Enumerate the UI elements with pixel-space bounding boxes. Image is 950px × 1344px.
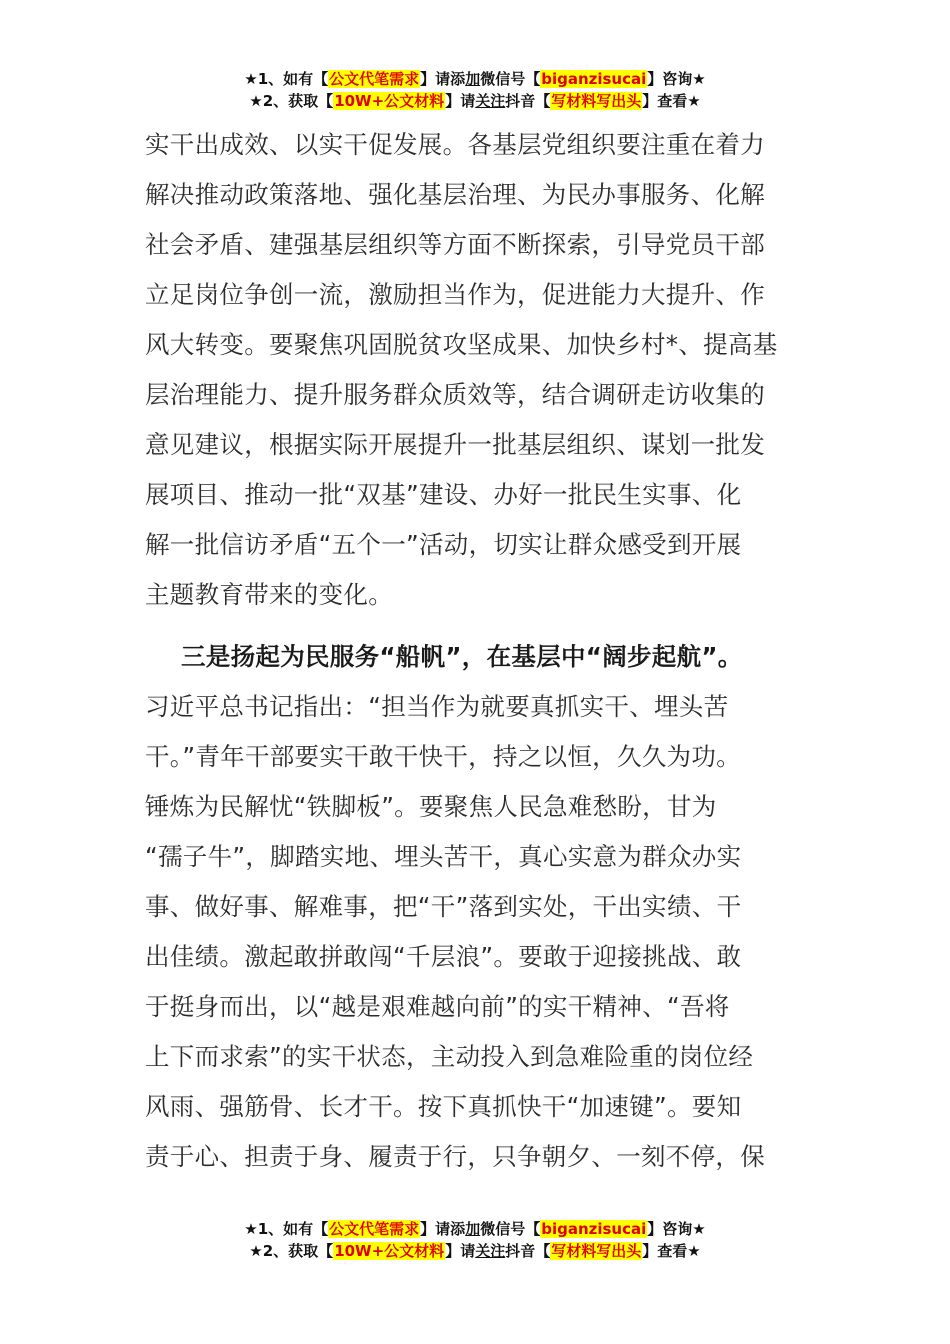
paragraph-1 bbox=[145, 120, 809, 620]
banner-line-1: ★1、如有【公文代笔需求】请添加微信号【biganzisucai】咨询★ bbox=[244, 1220, 706, 1238]
text-line: 锤炼为民解忧“铁脚板”。要聚焦人民急难愁盼，甘为 bbox=[145, 792, 717, 821]
text-line: “孺子牛”，脚踏实地、埋头苦干，真心实意为群众办实 bbox=[145, 842, 742, 871]
text-line: 解一批信访矛盾“五个一”活动，切实让群众感受到开展 bbox=[145, 530, 742, 559]
banner-line-1: ★1、如有【公文代笔需求】请添加微信号【biganzisucai】咨询★ bbox=[244, 70, 706, 88]
text-line: 干。”青年干部要实干敢干快干，持之以恒，久久为功。 bbox=[145, 742, 741, 771]
text-line: 事、做好事、解难事，把“干”落到实处，干出实绩、干 bbox=[145, 892, 742, 921]
header-banner bbox=[0, 68, 950, 112]
text-line: 实干出成效、以实干促发展。各基层党组织要注重在着力 bbox=[145, 130, 765, 159]
text-line: 于挺身而出，以“越是艰难越向前”的实干精神、“吾将 bbox=[145, 992, 730, 1021]
highlight-wechat-id: biganzisucai bbox=[541, 70, 647, 88]
text-line: 立足岗位争创一流，激励担当作为，促进能力大提升、作 bbox=[145, 280, 765, 309]
text-line: 上下而求索”的实干状态，主动投入到急难险重的岗位经 bbox=[145, 1042, 754, 1071]
highlight-douyin-account: 写材料写出头 bbox=[551, 92, 642, 110]
footer-banner bbox=[0, 1218, 950, 1262]
text-line: 风大转变。要聚焦巩固脱贫攻坚成果、加快乡村*、提高基 bbox=[145, 330, 778, 359]
banner-line-2: ★2、获取【10W+公文材料】请关注抖音【写材料写出头】查看★ bbox=[249, 1242, 701, 1260]
text-line: 习近平总书记指出：“担当作为就要真抓实干、埋头苦 bbox=[145, 692, 729, 721]
text-line: 出佳绩。激起敢拼敢闯“千层浪”。要敢于迎接挑战、敢 bbox=[145, 942, 742, 971]
paragraph-spacer bbox=[145, 620, 809, 632]
text-line: 层治理能力、提升服务群众质效等，结合调研走访收集的 bbox=[145, 380, 765, 409]
text-line: 解决推动政策落地、强化基层治理、为民办事服务、化解 bbox=[145, 180, 765, 209]
text-line: 展项目、推动一批“双基”建设、办好一批民生实事、化 bbox=[145, 480, 742, 509]
document-body bbox=[145, 120, 809, 1182]
highlight-writing-service: 公文代笔需求 bbox=[329, 1220, 420, 1238]
paragraph-2 bbox=[145, 682, 809, 1182]
text-line: 风雨、强筋骨、长才干。按下真抓快干“加速键”。要知 bbox=[145, 1092, 742, 1121]
text-line: 意见建议，根据实际开展提升一批基层组织、谋划一批发 bbox=[145, 430, 765, 459]
highlight-writing-service: 公文代笔需求 bbox=[329, 70, 420, 88]
highlight-wechat-id: biganzisucai bbox=[541, 1220, 647, 1238]
highlight-douyin-account: 写材料写出头 bbox=[551, 1242, 642, 1260]
text-line: 责于心、担责于身、履责于行，只争朝夕、一刻不停，保 bbox=[145, 1142, 765, 1171]
section-heading: 三是扬起为民服务“船帆”，在基层中“阔步起航”。 bbox=[181, 642, 743, 671]
highlight-materials: 10W+公文材料 bbox=[334, 92, 445, 110]
text-line: 主题教育带来的变化。 bbox=[145, 580, 393, 609]
text-line: 社会矛盾、建强基层组织等方面不断探索，引导党员干部 bbox=[145, 230, 765, 259]
banner-line-2: ★2、获取【10W+公文材料】请关注抖音【写材料写出头】查看★ bbox=[249, 92, 701, 110]
highlight-materials: 10W+公文材料 bbox=[334, 1242, 445, 1260]
